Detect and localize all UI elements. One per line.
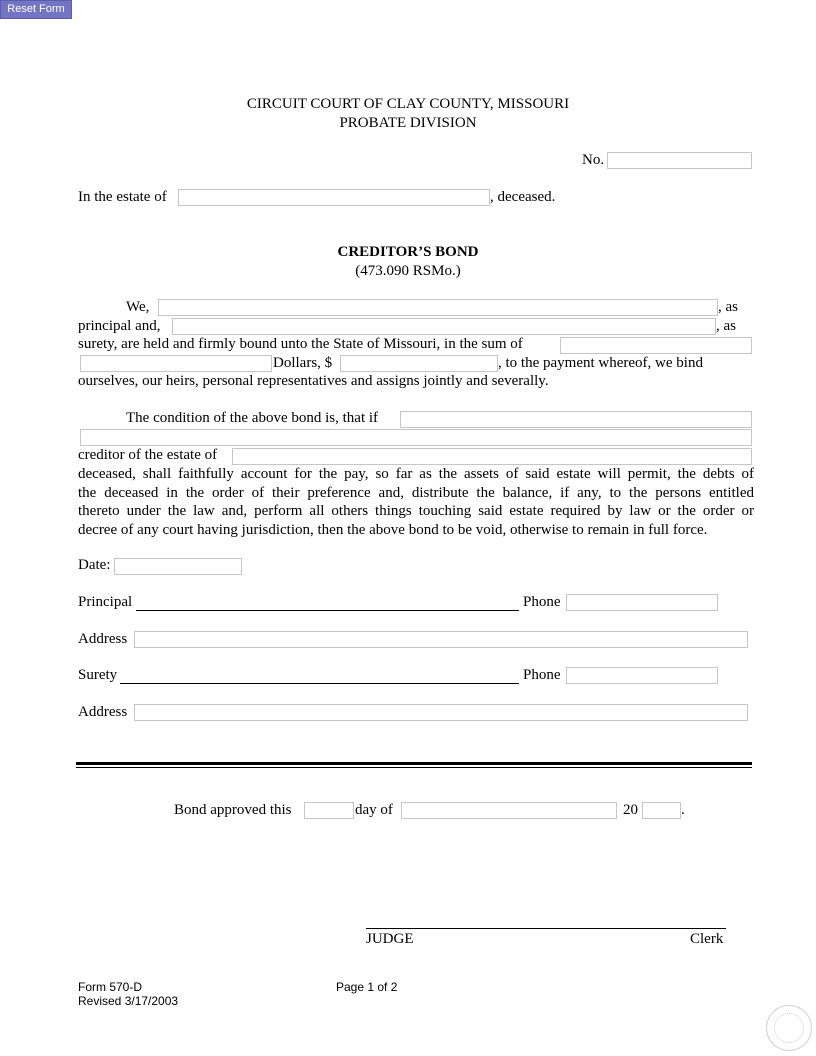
approval-year-input[interactable] bbox=[642, 802, 681, 819]
revised-date: Revised 3/17/2003 bbox=[78, 994, 179, 1008]
court-seal-icon bbox=[766, 1005, 812, 1051]
sum-words-input-2[interactable] bbox=[80, 355, 272, 372]
principal-phone-label: Phone bbox=[523, 594, 561, 610]
surety-name-input[interactable] bbox=[172, 318, 716, 335]
judge-signature-line bbox=[366, 928, 726, 929]
principal-label: Principal bbox=[78, 594, 133, 610]
principal-address-input[interactable] bbox=[134, 631, 748, 648]
day-of-label: day of bbox=[355, 802, 393, 818]
bond-approved-label: Bond approved this bbox=[174, 802, 292, 818]
ourselves-text: ourselves, our heirs, personal representatives and assigns jointly and severally. bbox=[78, 373, 549, 389]
surety-label: Surety bbox=[78, 667, 118, 683]
payment-text: , to the payment whereof, we bind bbox=[498, 355, 703, 371]
approval-day-input[interactable] bbox=[304, 802, 354, 819]
principal-signature-line bbox=[136, 610, 519, 611]
we-label: We, bbox=[126, 299, 150, 315]
creditor-name-input-2[interactable] bbox=[80, 429, 752, 446]
estate-suffix: , deceased. bbox=[490, 189, 556, 205]
reset-form-button[interactable]: Reset Form bbox=[0, 0, 72, 19]
surety-text: surety, are held and firmly bound unto the State of Missouri, in the sum of bbox=[78, 336, 523, 352]
principal-and-label: principal and, bbox=[78, 318, 161, 334]
bond-title: CREDITOR’S BOND bbox=[337, 244, 479, 260]
condition-paragraph bbox=[78, 465, 754, 539]
principal-phone-input[interactable] bbox=[566, 594, 718, 611]
as-label-1: , as bbox=[718, 299, 738, 315]
case-number-label: No. bbox=[582, 152, 605, 168]
judge-label: JUDGE bbox=[366, 931, 414, 947]
case-number-input[interactable] bbox=[607, 152, 752, 169]
date-input[interactable] bbox=[114, 558, 242, 575]
condition-text: The condition of the above bond is, that if bbox=[126, 410, 379, 426]
sum-amount-input[interactable] bbox=[340, 355, 498, 372]
principal-address-label: Address bbox=[78, 631, 128, 647]
estate-name-input[interactable] bbox=[178, 189, 490, 206]
condition-line-1: deceased, shall faithfully account for the pay, so far as the assets of said estate will permit, the debts of bbox=[78, 466, 754, 482]
surety-address-input[interactable] bbox=[134, 704, 748, 721]
court-title: CIRCUIT COURT OF CLAY COUNTY, MISSOURI bbox=[246, 96, 570, 112]
estate-prefix: In the estate of bbox=[78, 189, 167, 205]
statute-reference: (473.090 RSMo.) bbox=[355, 263, 461, 279]
page-number: Page 1 of 2 bbox=[336, 980, 398, 994]
dollars-label: Dollars, $ bbox=[273, 355, 333, 371]
decedent-name-input[interactable] bbox=[232, 448, 752, 465]
surety-address-label: Address bbox=[78, 704, 128, 720]
surety-signature-line bbox=[120, 683, 519, 684]
condition-line-3: thereto under the law and, perform all others things touching said estate required by law or the order or bbox=[78, 503, 754, 519]
division-title: PROBATE DIVISION bbox=[339, 115, 477, 131]
year-prefix: 20 bbox=[623, 802, 638, 818]
creditor-name-input-1[interactable] bbox=[400, 411, 752, 428]
principal-name-input[interactable] bbox=[158, 299, 718, 316]
surety-phone-label: Phone bbox=[523, 667, 561, 683]
surety-phone-input[interactable] bbox=[566, 667, 718, 684]
date-label: Date: bbox=[78, 557, 111, 573]
form-number: Form 570-D bbox=[78, 980, 143, 994]
condition-line-2: the deceased in the order of their preference and, distribute the balance, if any, to the persons entitled bbox=[78, 484, 754, 501]
condition-line-4: decree of any court having jurisdiction, then the above bond to be void, otherwise to remain in full force. bbox=[78, 521, 708, 538]
sum-words-input-1[interactable] bbox=[560, 337, 752, 354]
approval-period: . bbox=[681, 802, 685, 818]
creditor-of-estate-label: creditor of the estate of bbox=[78, 447, 218, 463]
divider-thin bbox=[76, 767, 752, 768]
clerk-label: Clerk bbox=[690, 931, 724, 947]
as-label-2: , as bbox=[716, 318, 736, 334]
approval-month-input[interactable] bbox=[401, 802, 617, 819]
divider-thick bbox=[76, 762, 752, 765]
